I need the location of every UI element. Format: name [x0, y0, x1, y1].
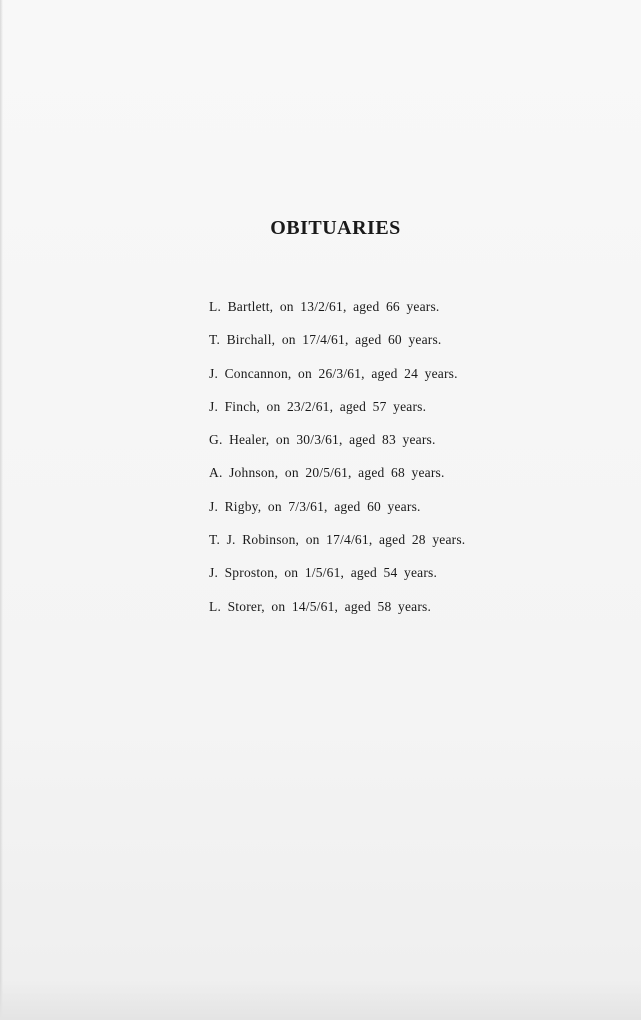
obituary-entry: A. Johnson, on 20/5/61, aged 68 years.: [209, 465, 445, 481]
obituary-entry: G. Healer, on 30/3/61, aged 83 years.: [209, 432, 436, 448]
obituary-entry: T. Birchall, on 17/4/61, aged 60 years.: [209, 332, 442, 348]
obituary-entry: J. Concannon, on 26/3/61, aged 24 years.: [209, 365, 458, 381]
page-edge-shadow: [0, 0, 3, 1020]
obituary-entry: L. Bartlett, on 13/2/61, aged 66 years.: [209, 299, 440, 314]
obituary-entry: T. J. Robinson, on 17/4/61, aged 28 years.: [209, 532, 466, 548]
obituary-entry: L. Storer, on 14/5/61, aged 58 years.: [209, 598, 432, 614]
obituary-entry: J. Rigby, on 7/3/61, aged 60 years.: [209, 498, 421, 514]
obituary-entry: J. Finch, on 23/2/61, aged 57 years.: [209, 398, 427, 414]
page-bottom-shade: [0, 980, 641, 1020]
obituary-entry: J. Sproston, on 1/5/61, aged 54 years.: [209, 565, 438, 581]
page-title: OBITUARIES: [270, 217, 401, 239]
obituary-list: [209, 296, 465, 629]
